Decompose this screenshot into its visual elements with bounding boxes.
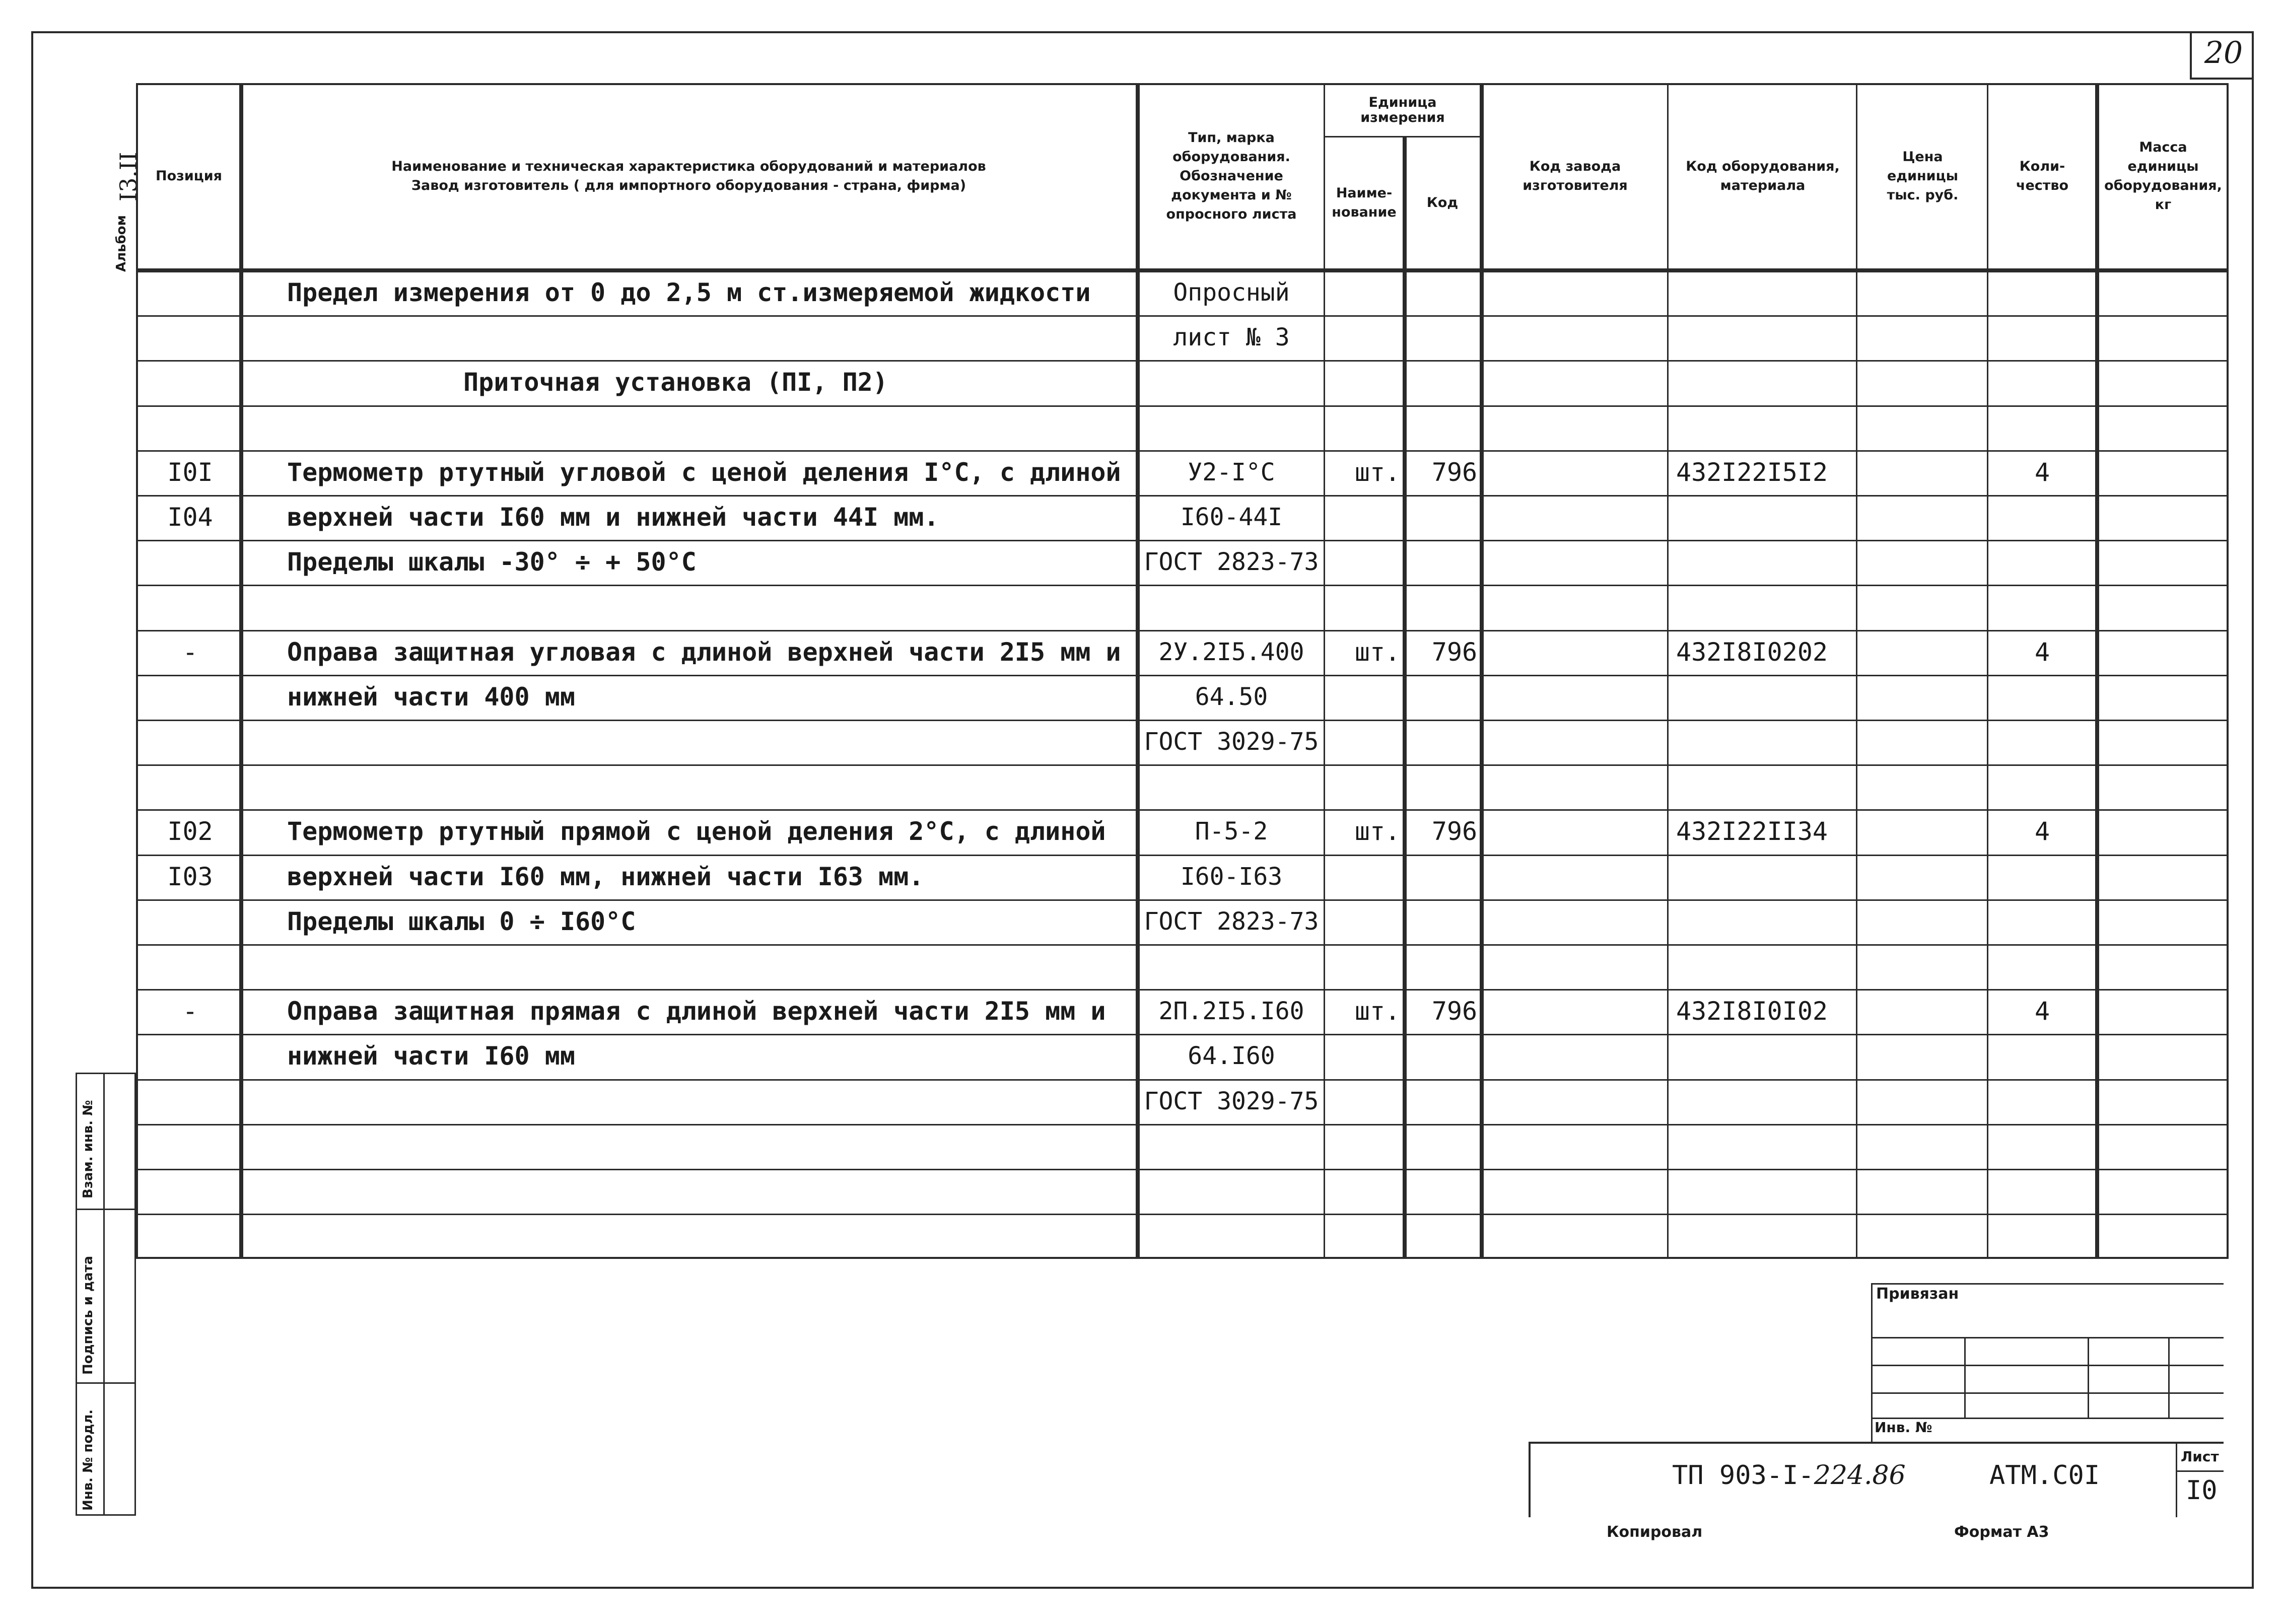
row-line: [136, 1124, 2229, 1125]
header-equip-code-text: Код оборудования, материала: [1686, 159, 1840, 193]
cell-name: Оправа защитная прямая с длиной верхней части 2I5 мм и: [287, 997, 1106, 1026]
cell-pos: -: [182, 997, 198, 1026]
cell-name: нижней части 400 мм: [287, 682, 575, 712]
header-position: Позиция: [155, 168, 223, 184]
cell-code: 796: [1431, 997, 1478, 1026]
cell-equip: 432I8I0I02: [1676, 997, 1828, 1026]
cell-code: 796: [1431, 457, 1478, 487]
header-name: [242, 86, 1136, 267]
header-plant-code-text: Код завода изготовителя: [1522, 159, 1628, 193]
cell-type: Опросный: [1173, 278, 1290, 307]
cell-name: верхней части I60 мм, нижней части I63 мм.: [287, 862, 924, 891]
cell-name: Пределы шкалы -30° ÷ + 50°C: [287, 547, 697, 577]
row-line: [136, 360, 2229, 362]
cell-type: 64.I60: [1188, 1042, 1275, 1071]
sheet-value: I0: [2186, 1475, 2218, 1506]
cell-unit: шт.: [1354, 817, 1401, 846]
row-line: [136, 1034, 2229, 1035]
row-line: [136, 855, 2229, 856]
left-stamp-line-1: [76, 1209, 136, 1210]
cell-pos: I0I: [167, 457, 213, 487]
row-line: [136, 989, 2229, 991]
tb-vline-c: [2168, 1337, 2170, 1418]
row-line: [136, 764, 2229, 766]
header-price: [1858, 86, 1987, 267]
tb-sheet-divider: [2176, 1442, 2177, 1517]
stamp-inv-podl-label: Инв. № подл.: [81, 1409, 96, 1511]
header-divider: [136, 268, 2229, 272]
tb-vline-b: [2088, 1337, 2089, 1418]
row-line: [136, 1079, 2229, 1081]
inv-no-label: Инв. №: [1875, 1419, 1932, 1436]
row-line: [136, 809, 2229, 811]
cell-pos: I04: [167, 503, 213, 532]
left-stamp-divider: [103, 1073, 105, 1516]
cell-type: П-5-2: [1195, 817, 1268, 846]
header-mass-text: Масса единицы оборудования, кг: [2104, 139, 2222, 213]
cell-name: Предел измерения от 0 до 2,5 м ст.измеряемой жидкости: [287, 278, 1091, 307]
cell-name: Оправа защитная угловая с длиной верхней части 2I5 мм и: [287, 637, 1121, 667]
col-line-unitname: [1403, 136, 1407, 1259]
tb-line-c: [1871, 1392, 2224, 1394]
doc-code: [1672, 1460, 1906, 1491]
cell-equip: 432I8I0202: [1676, 637, 1828, 667]
cell-type: 64.50: [1195, 682, 1268, 711]
cell-type: I60-44I: [1180, 503, 1283, 531]
cell-name: верхней части I60 мм и нижней части 44I мм.: [287, 503, 939, 532]
left-stamp-line-2: [76, 1382, 136, 1384]
sheet-label: Лист: [2181, 1448, 2219, 1465]
header-qty-text: Коли- чество: [2016, 159, 2069, 193]
row-line: [136, 585, 2229, 586]
cell-code: 796: [1431, 817, 1478, 846]
cell-unit: шт.: [1354, 997, 1401, 1026]
cell-type: 2П.2I5.I60: [1158, 997, 1304, 1026]
row-line: [136, 1169, 2229, 1170]
row-line: [136, 540, 2229, 541]
cell-equip: 432I22II34: [1676, 817, 1828, 846]
doc-code-hand: 224.86: [1814, 1460, 1906, 1491]
header-unit-name: [1326, 138, 1403, 267]
col-line-price: [1987, 83, 1988, 1259]
cell-equip: 432I22I5I2: [1676, 457, 1828, 487]
header-plant-code: [1483, 86, 1667, 267]
cell-pos: I02: [167, 817, 213, 846]
col-line-plant: [1667, 83, 1669, 1259]
cell-name: Термометр ртутный угловой с ценой деления I°C, с длиной: [287, 457, 1121, 487]
header-unit-code: Код: [1426, 194, 1459, 210]
privyazan-label: Привязан: [1876, 1285, 1959, 1303]
cell-type: ГОСТ 2823-73: [1144, 907, 1319, 936]
cell-type: ГОСТ 2823-73: [1144, 548, 1319, 577]
row-line: [136, 944, 2229, 946]
header-unit-name-text: Наиме- нование: [1332, 185, 1397, 220]
cell-pos: I03: [167, 862, 213, 891]
tb-line-a: [1871, 1337, 2224, 1338]
album-label: Альбом: [114, 215, 129, 272]
cell-unit: шт.: [1354, 637, 1401, 667]
header-unit-group: [1326, 86, 1480, 135]
cell-qty: 4: [2034, 637, 2050, 667]
corner-sheet-number: 20: [2204, 35, 2243, 70]
cell-qty: 4: [2034, 997, 2050, 1026]
cell-code: 796: [1431, 637, 1478, 667]
cell-pos: -: [182, 637, 198, 667]
header-equip-code: [1670, 86, 1856, 267]
tb-line-b: [1871, 1365, 2224, 1366]
col-line-equip: [1856, 83, 1857, 1259]
cell-type: 2У.2I5.400: [1158, 638, 1304, 666]
header-type: [1139, 86, 1324, 267]
row-line: [136, 450, 2229, 452]
row-line: [136, 315, 2229, 317]
tb-vline-a: [1964, 1337, 1966, 1418]
cell-name: Термометр ртутный прямой с ценой деления 2°C, с длиной: [287, 817, 1106, 846]
cell-name: нижней части I60 мм: [287, 1041, 575, 1071]
footer-copied: Копировал: [1607, 1523, 1703, 1541]
doc-code-prefix: ТП 903-I-: [1672, 1460, 1814, 1491]
row-line: [136, 1214, 2229, 1215]
album-value: I3.II: [115, 152, 142, 201]
unit-group-line: [1324, 136, 1480, 137]
cell-unit: шт.: [1354, 457, 1401, 487]
header-unit-group-text: Единица измерения: [1360, 95, 1445, 125]
cell-name: Приточная установка (ПI, П2): [463, 368, 888, 397]
cell-qty: 4: [2034, 817, 2050, 846]
row-line: [136, 675, 2229, 676]
header-name-text: Наименование и техническая характеристика оборудований и материалов Завод изготовитель ( для импортного оборудования - страна, фирма): [391, 159, 986, 193]
header-mass: [2098, 86, 2228, 267]
cell-type: ГОСТ 3029-75: [1144, 1087, 1319, 1115]
doc-mark: АТМ.С0I: [1989, 1460, 2100, 1491]
stamp-vzam-label: Взам. инв. №: [81, 1100, 96, 1198]
col-line-type: [1324, 83, 1325, 1259]
header-qty: [1989, 86, 2095, 267]
header-price-text: Цена единицы тыс. руб.: [1887, 149, 1959, 203]
row-line: [136, 630, 2229, 631]
row-line: [136, 495, 2229, 497]
stamp-podpis-label: Подпись и дата: [81, 1255, 96, 1375]
tb-sheet-label-line: [2176, 1470, 2224, 1472]
cell-type: ГОСТ 3029-75: [1144, 728, 1319, 756]
cell-name: Пределы шкалы 0 ÷ I60°C: [287, 906, 636, 936]
header-type-text: Тип, марка оборудования. Обозначение документа и № опросного листа: [1166, 130, 1297, 222]
cell-type: У2-I°C: [1188, 458, 1275, 486]
cell-type: лист № 3: [1173, 323, 1290, 352]
row-line: [136, 899, 2229, 901]
cell-qty: 4: [2034, 457, 2050, 487]
row-line: [136, 405, 2229, 407]
row-line: [136, 720, 2229, 721]
cell-type: I60-I63: [1180, 862, 1283, 891]
footer-format: Формат А3: [1954, 1523, 2049, 1541]
